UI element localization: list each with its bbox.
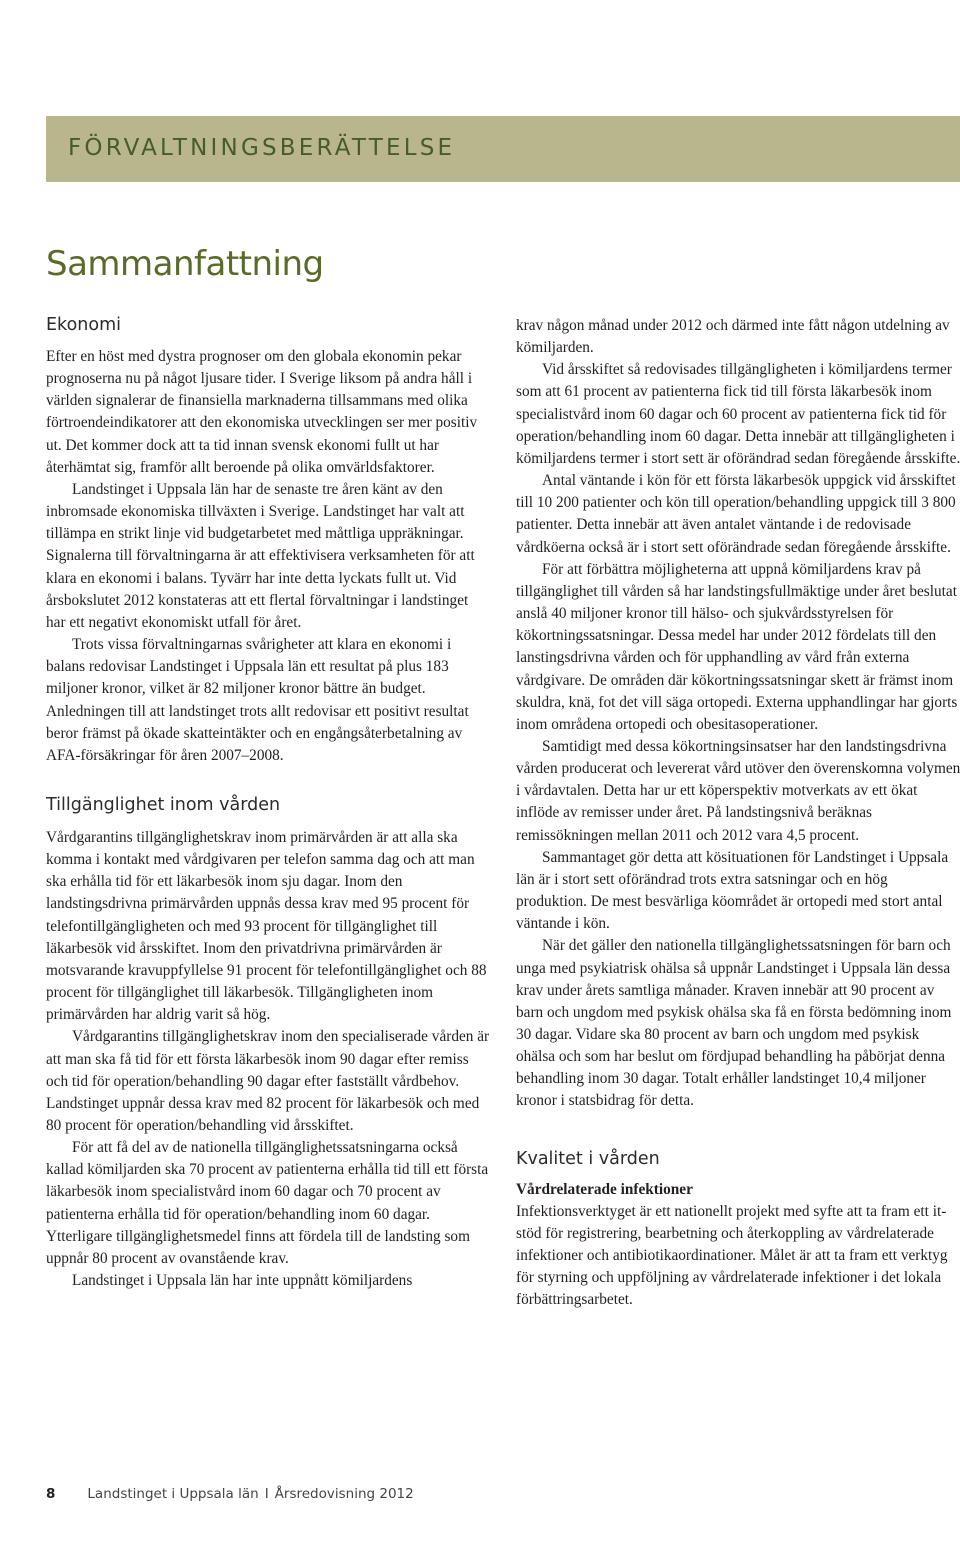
paragraph: Landstinget i Uppsala län har inte uppnått kömiljardens	[72, 1272, 413, 1290]
footer-separator: I	[264, 1486, 269, 1502]
paragraph: Vid årsskiftet så redovisades tillgängligheten i kömiljardens termer som att 61 procent av patienterna fick tid till första läkarbesök inom specialistvård inom 60 dagar och 60 procent av patienterna fick tid för operation/behandling inom 60 dagar. Detta innebär att tillgängligheten i kömiljardens termer i stort sett är oförändrad sedan föregående årsskifte.	[516, 361, 960, 467]
paragraph: När det gäller den nationella tillgänglighetssatsningen för barn och unga med psykiatrisk ohälsa så uppnår Landstinget i Uppsala län dessa krav under årets samtliga månader. Kraven innebär att 90 procent av barn och ungdom med psykisk ohälsa ska få en första bedömning inom 30 dagar. Vidare ska 80 procent av barn och ungdom med psykisk ohälsa och som har beslut om fördjupad behandling ha påbörjat denna behandling inom 30 dagar. Totalt erhåller landstinget 10,4 miljoner kronor i statsbidrag för detta.	[516, 937, 952, 1110]
paragraph: Antal väntande i kön för ett första läkarbesök uppgick vid årsskiftet till 10 200 patienter och kön till operation/behandling uppgick till 3 800 patienter. Detta innebär att även antalet väntande i de redovisade vårdköerna också är i stort sett oförändrade sedan föregående årsskifte.	[516, 472, 956, 556]
paragraph: För att förbättra möjligheterna att uppnå kömiljardens krav på tillgänglighet till vården så har landstingsfullmäktige under året beslutat anslå 40 miljoner kronor till hälso- och sjukvårdsstyrelsen för kökortningssatsningar. Dessa medel har under 2012 fördelats till den lanstingsdrivna vården och för upphandling av vård från externa vårdgivare. De områden där kökortningssatsningar skett är främst inom skuldra, knä, fot det vill säga ortopedi. Externa upphandlingar har gjorts inom områdena ortopedi och obesitasoperationer.	[516, 560, 958, 733]
paragraph: Sammantaget gör detta att kösituationen för Landstinget i Uppsala län är i stort sett oförändrad trots extra satsningar och en hög produktion. De mest besvärliga köområdet är ortopedi med stort antal väntande i kön.	[516, 848, 949, 933]
paragraph: Trots vissa förvaltningarnas svårigheter att klara en ekonomi i balans redovisar Landstinget i Uppsala län ett resultat på plus 183 miljoner kronor, vilket är 82 miljoner kronor bättre än budget. Anledningen till att landstinget trots allt redovisar ett positivt resultat beror främst på ökade skatteintäkter och en engångsåterbetalning av AFA-försäkringar för åren 2007–2008.	[46, 636, 469, 764]
paragraph: Samtidigt med dessa kökortningsinsatser har den landstingsdrivna vården producerat och levererat vård utöver den överenskomna volymen i vårdavtalen. Detta har ur ett köperspektiv motverkats av ett ökat inflöde av remisser under året. På landstingsnivå beräknas remissökningen mellan 2011 och 2012 vara 4,5 procent.	[516, 737, 960, 844]
paragraph: krav någon månad under 2012 och därmed inte fått någon utdelning av kömiljarden.	[516, 317, 950, 357]
heading-vardrelaterade-infektioner: Vårdrelaterade infektioner	[516, 1180, 693, 1198]
heading-tillganglighet: Tillgänglighet inom vården	[46, 794, 281, 815]
banner-title: FÖRVALTNINGSBERÄTTELSE	[68, 135, 456, 161]
section-banner	[46, 116, 960, 182]
page-number: 8	[46, 1486, 56, 1502]
footer-report-title: Årsredovisning 2012	[274, 1486, 414, 1502]
paragraph: Infektionsverktyget är ett nationellt projekt med syfte att ta fram ett it-stöd för registrering, bearbetning och återkoppling av vårdrelaterade infektioner och antibiotikaordinationer. Målet är att ta fram ett verktyg för styrning och uppföljning av vårdrelaterade infektioner i det lokala förbättringsarbetet.	[516, 1202, 948, 1309]
heading-ekonomi: Ekonomi	[46, 315, 121, 335]
footer-publisher: Landstinget i Uppsala län	[87, 1486, 259, 1502]
paragraph: Vårdgarantins tillgänglighetskrav inom den specialiserade vården är att man ska få tid för ett första läkarbesök inom 90 dagar efter remiss och tid för operation/behandling 90 dagar efter fastställt vårdbehov. Landstinget uppnår dessa krav med 82 procent för läkarbesök och med 80 procent för operation/behandling vid årsskiftet.	[46, 1028, 490, 1134]
heading-kvalitet: Kvalitet i vården	[516, 1148, 660, 1169]
right-column	[516, 315, 960, 1312]
paragraph: Vårdgarantins tillgänglighetskrav inom primärvården är att alla ska komma i kontakt med vårdgivaren per telefon samma dag och att man ska erhålla tid för ett läkarbesök inom sju dagar. Inom den landstingsdrivna primärvården uppnås dessa krav med 95 procent för telefontillgängligheten och med 93 procent för tillgänglighet till läkarbesök vid årsskiftet. Inom den privatdrivna primärvården är motsvarande kravuppfyllelse 91 procent för telefontillgänglighet och 88 procent för tillgänglighet till läkarbesök. Tillgängligheten inom primärvården har aldrig varit så hög.	[46, 828, 487, 1024]
paragraph: Landstinget i Uppsala län har de senaste tre åren känt av den inbromsade ekonomiska tillväxten i Sverige. Landstinget har valt att tillämpa en strikt linje vid budgetarbetet med måttliga uppräkningar. Signalerna till förvaltningarna är att effektivisera verksamheten för att klara en ekonomi i balans. Tyvärr har inte detta lyckats fullt ut. Vid årsbokslutet 2012 konstateras att ett flertal förvaltningar i landstinget har ett negativt ekonomiskt utfall för året.	[46, 480, 475, 631]
paragraph: Efter en höst med dystra prognoser om den globala ekonomin pekar prognoserna nu på något ljusare tider. I Sverige liksom på andra håll i världen signalerar de finansiella marknaderna tillsammans med olika förtroendeindikatorer att den ekonomiska utvecklingen ser mer positiv ut. Det kommer dock att ta tid innan svensk ekonomi fullt ut har återhämtat sig, framför allt beroende på olika omvärldsfaktorer.	[46, 348, 478, 476]
page-title: Sammanfattning	[46, 244, 324, 284]
page-footer	[46, 1486, 414, 1502]
paragraph: För att få del av de nationella tillgänglighetssatsningarna också kallad kömiljarden ska 70 procent av patienterna erhålla tid till ett första läkarbesök inom specialistvård inom 60 dagar och 70 procent av patienterna erhålla tid för operation/behandling inom 60 dagar. Ytterligare tillgänglighetsmedel finns att fördela till de landsting som uppnår 80 procent av ovanstående krav.	[46, 1139, 489, 1267]
left-column	[46, 315, 491, 1292]
